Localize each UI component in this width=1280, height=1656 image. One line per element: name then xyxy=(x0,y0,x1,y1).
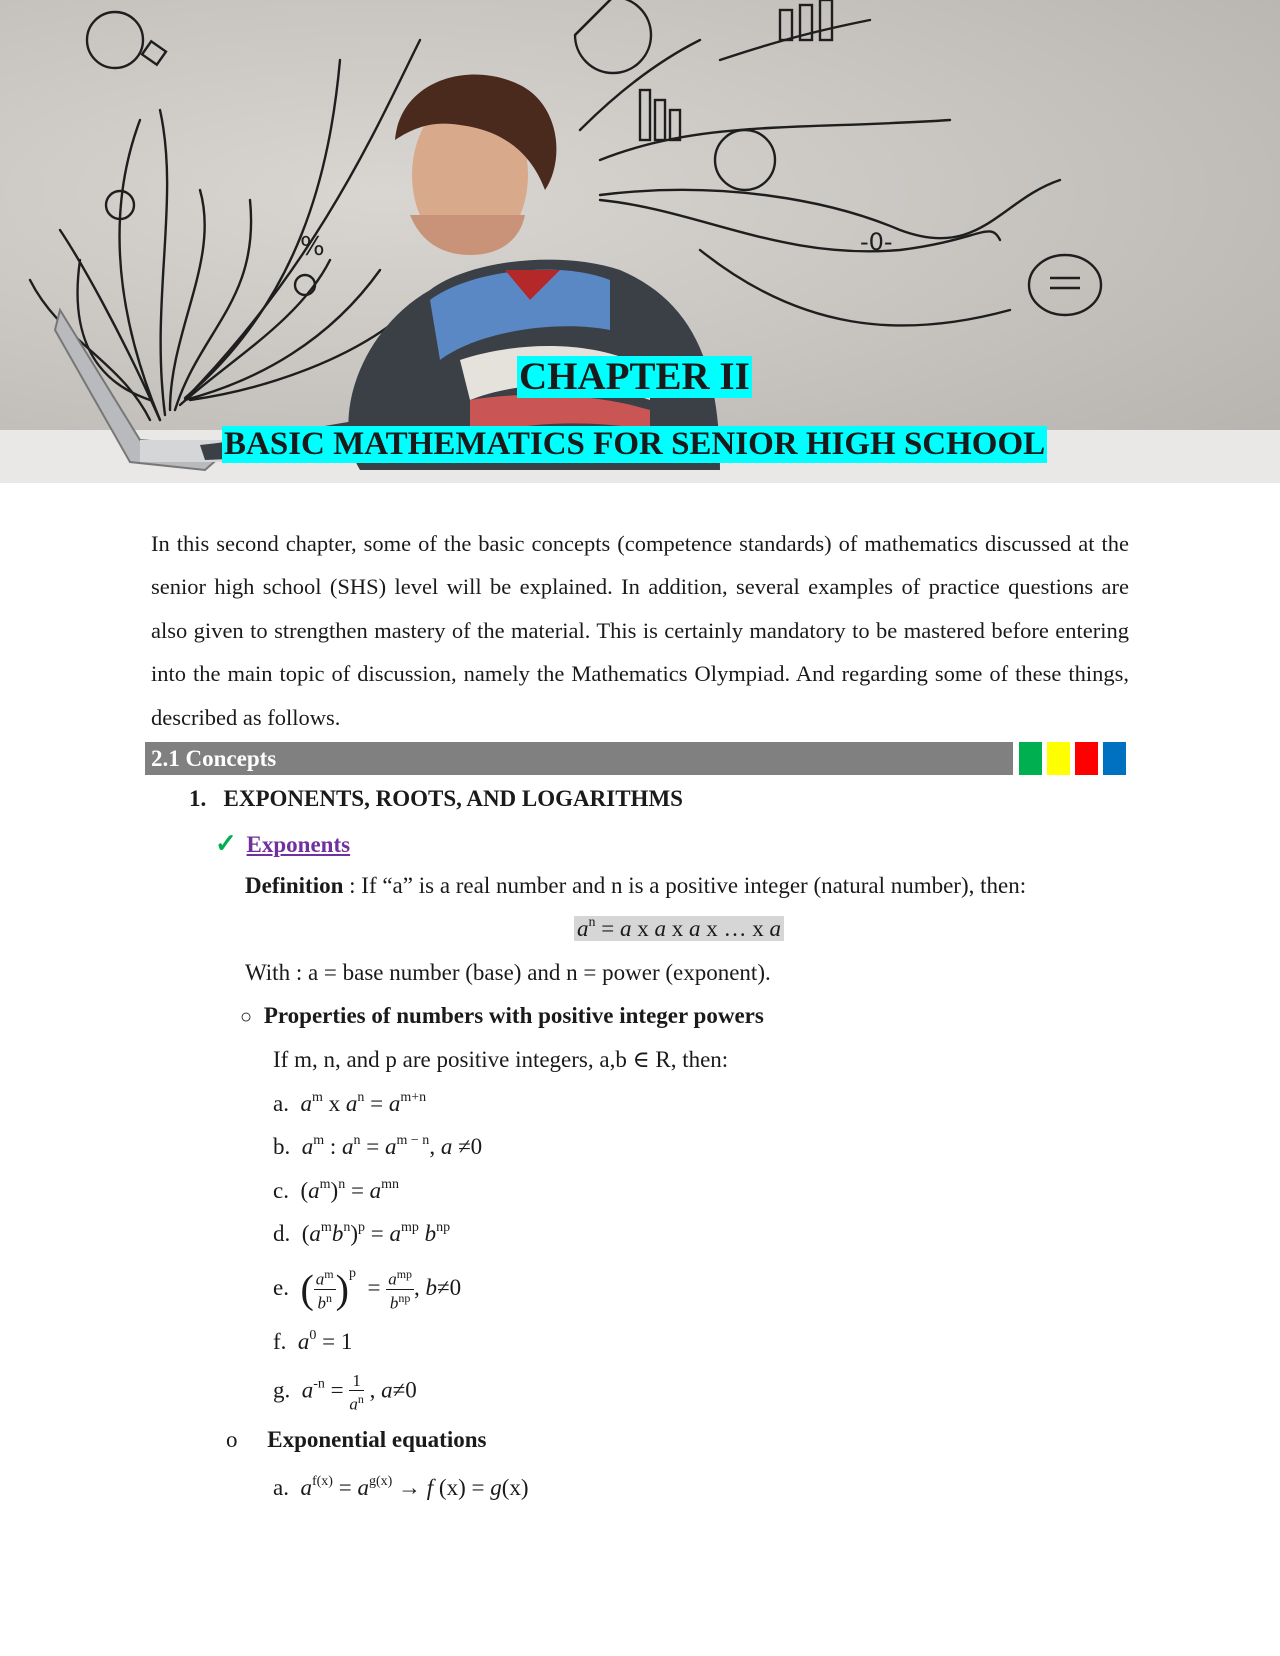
topic-number: 1. xyxy=(189,786,207,811)
intro-paragraph: In this second chapter, some of the basic concepts (competence standards) of mathematics discussed at the senior high school (SHS) level will be explained. In addition, several examples of practice questions are also given to strengthen mastery of the material. This is certainly mandatory to be mastered before entering into the main topic of discussion, namely the Mathematics Olympiad. And regarding some of these things, described as follows. xyxy=(151,531,1129,730)
property-d: d. $(a^mb^n)^p = a^{mp}$ $b^{np}$ xyxy=(273,1220,451,1246)
exponents-heading[interactable]: Exponents xyxy=(246,832,351,857)
bullet-o-icon: o xyxy=(226,1427,238,1452)
red-swatch xyxy=(1075,742,1098,775)
exp-equation-a: a. $a^{f(x)} = a^{g(x)} \to f$ (x) = g(x) xyxy=(273,1474,529,1500)
exponents-heading-row xyxy=(215,829,350,859)
property-f: f. $a^0 = 1$ xyxy=(273,1328,353,1354)
properties-heading-row xyxy=(240,1003,764,1029)
properties-heading: Properties of numbers with positive integer powers xyxy=(263,1003,764,1028)
definition-text: : If “a” is a real number and n is a positive integer (natural number), then: xyxy=(343,873,1027,898)
section-heading: 2.1 Concepts xyxy=(145,742,1013,775)
blue-swatch xyxy=(1103,742,1126,775)
green-swatch xyxy=(1019,742,1042,775)
definition-line xyxy=(245,873,1026,899)
svg-text:%: % xyxy=(300,232,325,262)
property-b: b. $a^m$ : $a^n = a^{m - n}$, a ≠0 xyxy=(273,1133,483,1159)
with-line: With : a = base number (base) and n = power (exponent). xyxy=(245,960,771,985)
topic-title: EXPONENTS, ROOTS, AND LOGARITHMS xyxy=(223,786,683,811)
yellow-swatch xyxy=(1047,742,1070,775)
chapter-banner xyxy=(0,0,1280,483)
checkmark-icon: ✓ xyxy=(215,829,237,858)
exp-equations-heading-row xyxy=(226,1427,486,1453)
property-c: c. $(a^m)^n = a^{mn}$ xyxy=(273,1177,400,1203)
definition-formula: $a^n = a$ x a x a x … x a xyxy=(574,916,784,942)
exp-equations-heading: Exponential equations xyxy=(267,1427,487,1452)
bullet-circle-icon: ○ xyxy=(240,1006,253,1028)
property-a: a. $a^m$ x $a^n = a^{m+n}$ xyxy=(273,1090,427,1116)
topic-heading xyxy=(189,786,683,812)
properties-intro: If m, n, and p are positive integers, a,b ∈ R, then: xyxy=(273,1047,729,1072)
property-e: e. ( $\frac{a^m}{b^n}$ )$^p$ = $\frac{a^{mp}}{b^{np}}$ , b≠0 xyxy=(273,1265,462,1313)
property-g: g. $a^{-n}$ = $\frac{1}{a^n}$ , a≠0 xyxy=(273,1371,417,1414)
svg-text:-0-: -0- xyxy=(860,228,893,256)
chapter-subtitle: BASIC MATHEMATICS FOR SENIOR HIGH SCHOOL xyxy=(224,426,1046,462)
banner-illustration xyxy=(0,0,1280,483)
chapter-title: CHAPTER II xyxy=(519,355,750,398)
definition-label: Definition xyxy=(245,873,344,898)
